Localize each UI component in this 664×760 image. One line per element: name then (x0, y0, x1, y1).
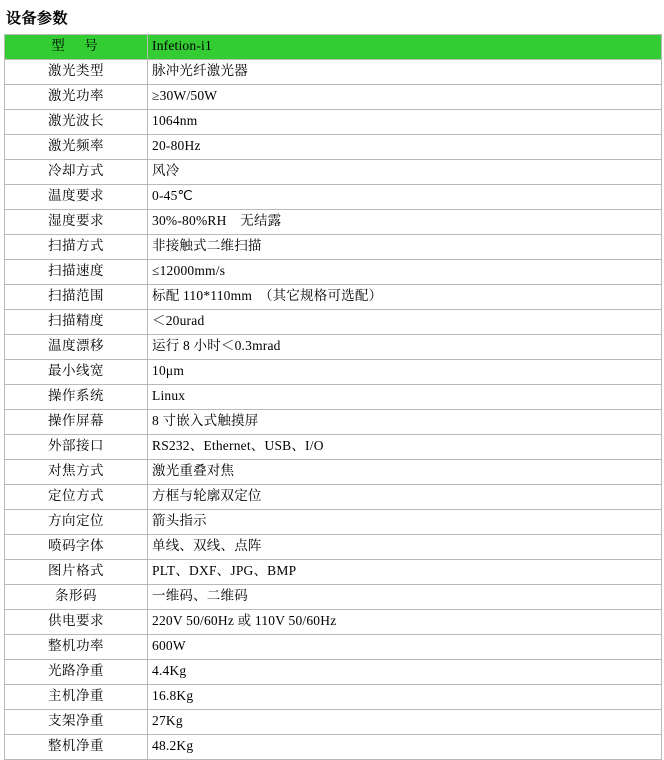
spec-value: 30%-80%RH 无结露 (148, 210, 662, 235)
spec-value: 4.4Kg (148, 660, 662, 685)
spec-value: 0-45℃ (148, 185, 662, 210)
spec-value: ≥30W/50W (148, 85, 662, 110)
table-body (5, 35, 662, 760)
spec-value: 运行 8 小时＜0.3mrad (148, 335, 662, 360)
table-row (5, 310, 662, 335)
spec-value: 非接触式二维扫描 (148, 235, 662, 260)
spec-label: 外部接口 (5, 435, 148, 460)
table-row (5, 385, 662, 410)
table-row (5, 735, 662, 760)
table-row (5, 410, 662, 435)
table-row (5, 85, 662, 110)
spec-value: 27Kg (148, 710, 662, 735)
spec-label: 扫描范围 (5, 285, 148, 310)
table-row (5, 685, 662, 710)
table-row (5, 485, 662, 510)
spec-label: 整机净重 (5, 735, 148, 760)
table-row (5, 460, 662, 485)
page-title: 设备参数 (6, 10, 69, 27)
spec-label: 激光功率 (5, 85, 148, 110)
spec-label: 喷码字体 (5, 535, 148, 560)
spec-value: 激光重叠对焦 (148, 460, 662, 485)
spec-value: 20-80Hz (148, 135, 662, 160)
table-row (5, 335, 662, 360)
spec-label: 定位方式 (5, 485, 148, 510)
spec-label: 激光频率 (5, 135, 148, 160)
spec-value: 脉冲光纤激光器 (148, 60, 662, 85)
spec-value: 箭头指示 (148, 510, 662, 535)
spec-label: 条形码 (5, 585, 148, 610)
spec-value: RS232、Ethernet、USB、I/O (148, 435, 662, 460)
table-row (5, 360, 662, 385)
spec-value: 标配 110*110mm （其它规格可选配） (148, 285, 662, 310)
spec-value: Linux (148, 385, 662, 410)
spec-label: 温度漂移 (5, 335, 148, 360)
table-row (5, 285, 662, 310)
spec-value: 8 寸嵌入式触摸屏 (148, 410, 662, 435)
table-row (5, 235, 662, 260)
table-row (5, 160, 662, 185)
spec-label: 扫描方式 (5, 235, 148, 260)
spec-value: 16.8Kg (148, 685, 662, 710)
table-row (5, 710, 662, 735)
spec-label: 冷却方式 (5, 160, 148, 185)
spec-label: 湿度要求 (5, 210, 148, 235)
table-row (5, 435, 662, 460)
table-row (5, 110, 662, 135)
table-row (5, 535, 662, 560)
spec-label: 光路净重 (5, 660, 148, 685)
table-row (5, 610, 662, 635)
spec-label: 扫描精度 (5, 310, 148, 335)
table-row (5, 260, 662, 285)
table-row (5, 560, 662, 585)
spec-value: 单线、双线、点阵 (148, 535, 662, 560)
spec-label: 图片格式 (5, 560, 148, 585)
table-row (5, 635, 662, 660)
spec-label: 温度要求 (5, 185, 148, 210)
table-row (5, 510, 662, 535)
spec-value: ≤12000mm/s (148, 260, 662, 285)
spec-value: 1064nm (148, 110, 662, 135)
table-header-value: Infetion-i1 (148, 35, 662, 60)
spec-label: 激光波长 (5, 110, 148, 135)
spec-label: 支架净重 (5, 710, 148, 735)
spec-value: 600W (148, 635, 662, 660)
table-header-label: 型 号 (5, 35, 148, 60)
table-row (5, 185, 662, 210)
table-row (5, 135, 662, 160)
spec-value: 48.2Kg (148, 735, 662, 760)
spec-value: 方框与轮廓双定位 (148, 485, 662, 510)
table-row (5, 210, 662, 235)
spec-label: 整机功率 (5, 635, 148, 660)
table-row (5, 585, 662, 610)
spec-label: 供电要求 (5, 610, 148, 635)
specifications-table (4, 34, 662, 760)
spec-label: 操作系统 (5, 385, 148, 410)
spec-label: 操作屏幕 (5, 410, 148, 435)
spec-value: 风冷 (148, 160, 662, 185)
spec-value: PLT、DXF、JPG、BMP (148, 560, 662, 585)
spec-label: 对焦方式 (5, 460, 148, 485)
spec-label: 方向定位 (5, 510, 148, 535)
spec-value: 10μm (148, 360, 662, 385)
spec-value: 一维码、二维码 (148, 585, 662, 610)
spec-label: 主机净重 (5, 685, 148, 710)
spec-value: ＜20urad (148, 310, 662, 335)
table-row (5, 60, 662, 85)
spec-label: 最小线宽 (5, 360, 148, 385)
spec-label: 激光类型 (5, 60, 148, 85)
spec-label: 扫描速度 (5, 260, 148, 285)
spec-value: 220V 50/60Hz 或 110V 50/60Hz (148, 610, 662, 635)
table-row (5, 660, 662, 685)
table-header-row (5, 35, 662, 60)
document-page (0, 7, 664, 754)
